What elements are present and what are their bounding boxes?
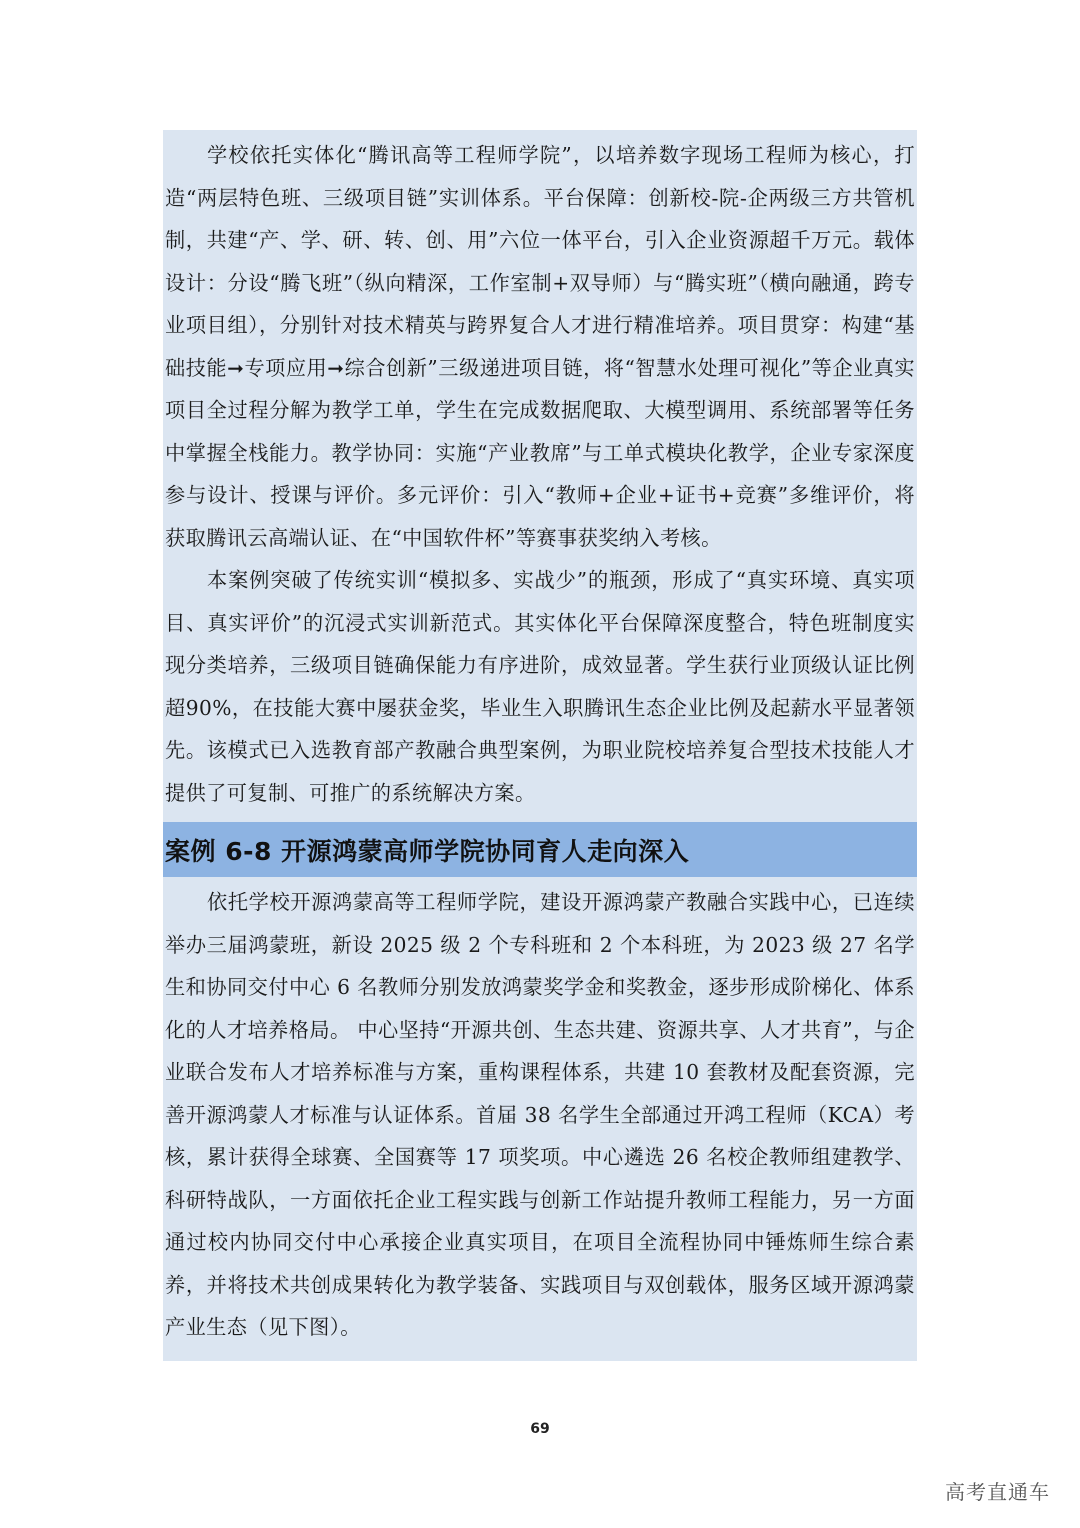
paragraph: 本案例突破了传统实训“模拟多、实战少”的瓶颈，形成了“真实环境、真实项目、真实评价”的沉浸式实训新范式。其实体化平台保障深度整合，特色班制度实现分类培养，三级项目链确保能力有序进阶，成效显著。学生获行业顶级认证比例超90%，在技能大赛中屡获金奖，毕业生入职腾讯生态企业比例及起薪水平显著领先。该模式已入选教育部产教融合典型案例，为职业院校培养复合型技术技能人才提供了可复制、可推广的系统解决方案。 <box>165 568 915 805</box>
content-panel <box>163 130 917 1361</box>
section-case-openharmony <box>163 877 917 1361</box>
paragraph: 依托学校开源鸿蒙高等工程师学院，建设开源鸿蒙产教融合实践中心，已连续举办三届鸿蒙班，新设 2025 级 2 个专科班和 2 个本科班，为 2023 级 27 名学生和协同交付中心 6 名教师分别发放鸿蒙奖学金和奖教金，逐步形成阶梯化、体系化的人才培养格局。 中心坚持“开源共创、生态共建、资源共享、人才共育”，与企业联合发布人才培养标准与方案，重构课程体系，共建 10 套教材及配套资源，完善开源鸿蒙人才标准与认证体系。首届 38 名学生全部通过开鸿工程师（KCA）考核，累计获得全球赛、全国赛等 17 项奖项。中心遴选 26 名校企教师组建教学、科研特战队，一方面依托企业工程实践与创新工作站提升教师工程能力，另一方面通过校内协同交付中心承接企业真实项目，在项目全流程协同中锤炼师生综合素养，并将技术共创成果转化为教学装备、实践项目与双创载体，服务区域开源鸿蒙产业生态（见下图）。 <box>165 890 915 1339</box>
paragraph: 学校依托实体化“腾讯高等工程师学院”，以培养数字现场工程师为核心，打造“两层特色班、三级项目链”实训体系。平台保障：创新校-院-企两级三方共管机制，共建“产、学、研、转、创、用”六位一体平台，引入企业资源超千万元。载体设计：分设“腾飞班”（纵向精深，工作室制+双导师）与“腾实班”（横向融通，跨专业项目组），分别针对技术精英与跨界复合人才进行精准培养。项目贯穿：构建“基础技能➞专项应用➞综合创新”三级递进项目链，将“智慧水处理可视化”等企业真实项目全过程分解为教学工单，学生在完成数据爬取、大模型调用、系统部署等任务中掌握全栈能力。教学协同：实施“产业教席”与工单式模块化教学，企业专家深度参与设计、授课与评价。多元评价：引入“教师+企业+证书+竞赛”多维评价，将获取腾讯云高端认证、在“中国软件杯”等赛事获奖纳入考核。 <box>165 143 915 550</box>
watermark: 高考直通车 <box>945 1480 1050 1504</box>
section-case-tencent <box>163 130 917 814</box>
page-number: 69 <box>530 1421 550 1437</box>
section-heading: 案例 6-8 开源鸿蒙高师学院协同育人走向深入 <box>163 822 917 877</box>
